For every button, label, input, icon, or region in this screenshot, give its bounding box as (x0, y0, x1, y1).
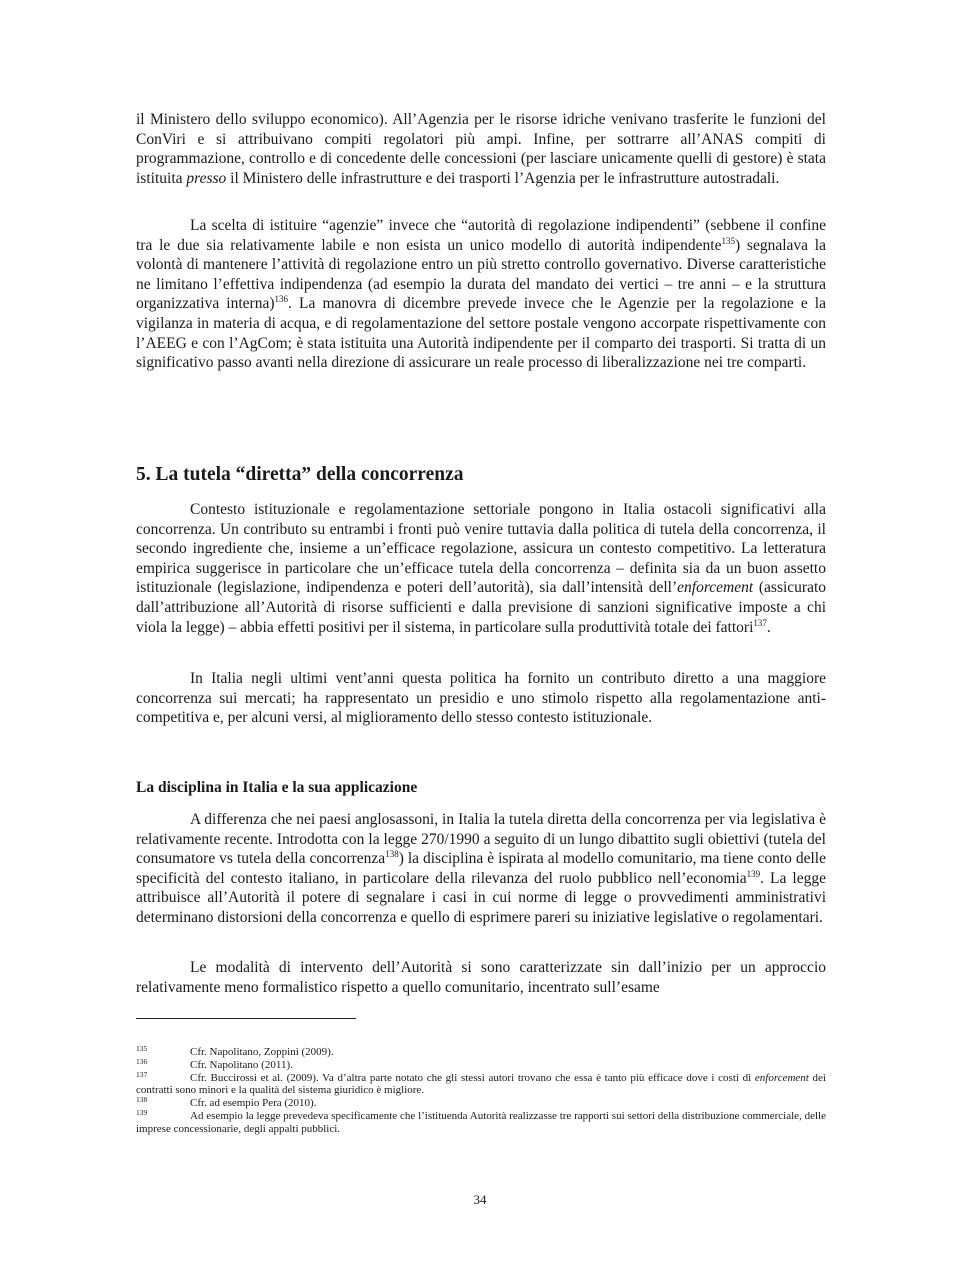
footnote-ref-137[interactable]: 137 (753, 617, 767, 628)
paragraph-1: il Ministero dello sviluppo economico). All’Agenzia per le risorse idriche venivano trasferite le funzioni del ConViri e si attribuivano compiti regolatori più ampi. Infine, per sottrarre all’ANAS compiti di programmazione, controllo e di concedente delle concessioni (per lasciare unicamente quelli di gestore) è stata istituita presso il Ministero delle infrastrutture e dei trasporti l’Agenzia per le infrastrutture autostradali. (136, 111, 826, 187)
paragraph-italy-policy (136, 669, 826, 728)
paragraph-6: Le modalità di intervento dell’Autorità si sono caratterizzate sin dall’inizio per un approccio relativamente meno formalistico rispetto a quello comunitario, incentrato sull’esame (136, 959, 826, 996)
footnote-number: 135 (136, 1044, 148, 1053)
footnote-text: Cfr. Napolitano (2011). (190, 1058, 293, 1071)
italic-enforcement: enforcement (677, 579, 754, 597)
footnote-ref-136[interactable]: 136 (274, 294, 289, 305)
paragraph-2: La scelta di istituire “agenzie” invece che “autorità di regolazione indipendenti” (sebbene il confine tra le due sia relativamente labile e non esista un unico modello di autorità indipendente$^{135}$) segnalava la volontà di mantenere l’attività di regolazione entro un più stretto controllo governativo. Diverse caratteristiche ne limitano l’effettiva indipendenza (ad esempio la durata del mandato dei vertici – tre anni – e la struttura organizzativa interna)$^{136}$. La manovra di dicembre prevede invece che le Agenzie per la regolazione e la vigilanza in materia di acqua, e di regolamentazione del settore postale vengono accorpate rispettivamente con l’AEEG e con l’AgCom; è stata istituita una Autorità indipendente per il comparto dei trasporti. Si tratta di un significativo passo avanti nella direzione di assicurare un reale processo di liberalizzazione nei tre comparti. (136, 217, 826, 372)
paragraph-discipline (136, 810, 826, 928)
footnote-135 (136, 1046, 826, 1059)
subsection-heading: La disciplina in Italia e la sua applicazione (136, 779, 418, 796)
paragraph-intervention (136, 958, 826, 997)
footnote-text: Cfr. Napolitano, Zoppini (2009). (190, 1046, 334, 1058)
footnote-ref-139[interactable]: 139 (746, 868, 761, 879)
footnote-number: 139 (136, 1107, 148, 1117)
footnote-ref-135[interactable]: 135 (721, 235, 735, 246)
paragraph-3: Contesto istituzionale e regolamentazione settoriale pongono in Italia ostacoli significativi alla concorrenza. Un contributo su entrambi i fronti può venire tuttavia dalla politica di tutela della concorrenza, il secondo ingrediente che, insieme a un’efficace regolazione, assicura un contesto competitivo. La letteratura empirica suggerisce in particolare che un’efficace tutela della concorrenza – definita sia da un buon assetto istituzionale (legislazione, indipendenza e poteri dell’autorità), sia dall’intensità dell’enforcement (assicurato dall’attribuzione all’Autorità di risorse sufficienti e dalla previsione di sanzioni significative imposte a chi viola la legge) – abbia effetti positivi per il sistema, in particolare sulla produttività totale dei fattori$^{137}$. (136, 501, 827, 636)
italic-presso: presso (186, 169, 227, 187)
footnote-number: 136 (136, 1056, 148, 1066)
footnote-136 (136, 1056, 826, 1072)
page-number: 34 (473, 1192, 487, 1207)
section-heading: 5. La tutela “diretta” della concorrenza (136, 464, 464, 485)
footnote-ref-138[interactable]: 138 (385, 849, 399, 860)
footnote-137 (136, 1069, 826, 1098)
footnotes (136, 1046, 826, 1136)
paragraph-4: In Italia negli ultimi vent’anni questa politica ha fornito un contributo diretto a una maggiore concorrenza sui mercati; ha rappresentato un presidio e uno stimolo rispetto alla regolamentazione anti-competitiva e, per alcuni versi, al miglioramento dello stesso contesto istituzionale. (136, 670, 826, 727)
footnote-text: Cfr. ad esempio Pera (2010). (190, 1097, 317, 1110)
footnote-text: Cfr. Buccirossi et al. (2009). Va d’altra parte notato che gli stessi autori trovano che essa è tanto più efficace dove i costi di enforcement dei contratti sono minori e la qualità del sistema giuridico è migliore. (136, 1071, 826, 1097)
paragraph-5: A differenza che nei paesi anglosassoni, in Italia la tutela diretta della concorrenza per via legislativa è relativamente recente. Introdotta con la legge 270/1990 a seguito di un lungo dibattito sugli obiettivi (tutela del consumatore vs tutela della concorrenza$^{138}$) la disciplina è ispirata al modello comunitario, ma tiene conto delle specificità del contesto italiano, in particolare della rilevanza del ruolo pubblico nell’economia$^{139}$. La legge attribuisce all’Autorità il potere di segnalare i casi in cui norme di legge o provvedimenti amministrativi determinano distorsioni della concorrenza e quello di esprimere pareri su iniziative legislative o regolamentari. (136, 811, 826, 926)
footnote-139 (136, 1107, 826, 1136)
footnote-separator (136, 1018, 356, 1019)
paragraph-agenzie-choice (136, 216, 826, 373)
paragraph-agenzie-continued (136, 110, 826, 188)
paragraph-competition-context (136, 500, 826, 637)
footnote-138 (136, 1097, 826, 1110)
footnote-text: Ad esempio la legge prevedeva specificamente che l’istituenda Autorità realizzasse tre rapporti sui settori della distribuzione commerciale, delle imprese concessionarie, degli appalti pubblici. (136, 1109, 826, 1135)
footnote-number: 137 (136, 1069, 148, 1079)
footnote-number: 138 (136, 1095, 148, 1105)
